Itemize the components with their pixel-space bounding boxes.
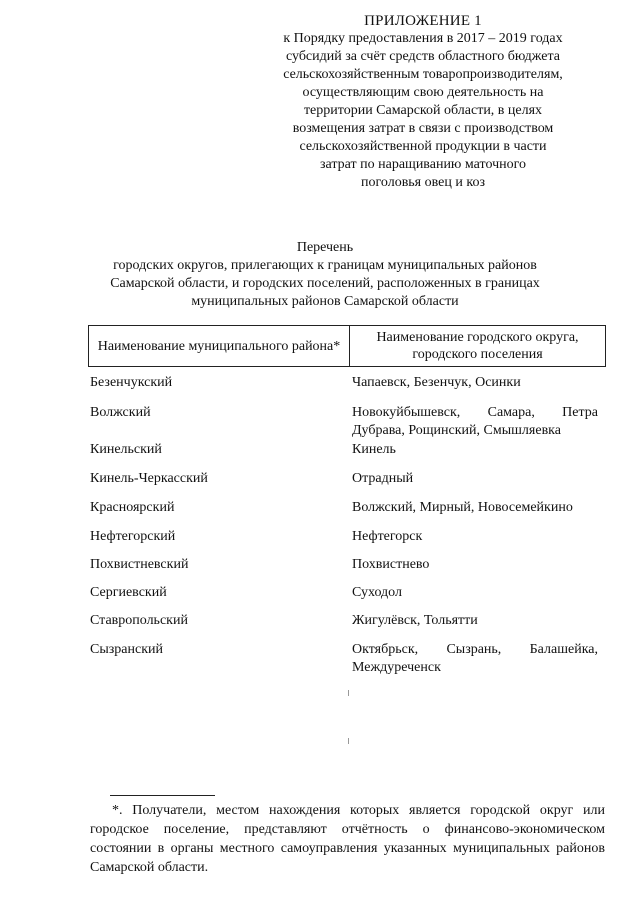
scan-artifact-mark: [348, 690, 349, 696]
district-name: Похвистневский: [90, 557, 189, 572]
city-list: Новокуйбышевск, Самара, Петра Дубрава, Рощинский, Смышляевка: [352, 405, 598, 438]
city-list: Волжский, Мирный, Новосемейкино: [352, 500, 573, 515]
appendix-line: сельскохозяйственной продукции в части: [299, 139, 547, 154]
district-name: Кинель-Черкасский: [90, 471, 208, 486]
city-list: Чапаевск, Безенчук, Осинки: [352, 375, 521, 390]
appendix-line: к Порядку предоставления в 2017 – 2019 годах: [283, 31, 563, 46]
footnote: *. Получатели, местом нахождения которых является городской округ или городское поселение, представляют отчётность о финансово-экономическом состоянии в органы местного самоуправления указанных муниципальных районов Самарской области.: [90, 803, 605, 875]
appendix-block: [258, 12, 588, 192]
appendix-line: сельскохозяйственным товаропроизводителям,: [283, 67, 563, 82]
district-name: Безенчукский: [90, 375, 173, 390]
appendix-title: ПРИЛОЖЕНИЕ 1: [364, 13, 482, 29]
footnote-separator: [110, 795, 215, 796]
district-name: Ставропольский: [90, 613, 188, 628]
appendix-line: возмещения затрат в связи с производством: [292, 121, 554, 136]
table-row: [90, 470, 604, 488]
table-row: [90, 641, 604, 677]
district-name: Сызранский: [90, 642, 163, 657]
district-name: Нефтегорский: [90, 529, 176, 544]
appendix-line: субсидий за счёт средств областного бюджета: [285, 49, 561, 64]
list-subtitle-line: городских округов, прилегающих к границам муниципальных районов: [113, 258, 537, 273]
table-row: [90, 441, 604, 459]
city-list: Жигулёвск, Тольятти: [352, 613, 478, 628]
district-name: Волжский: [90, 405, 151, 420]
list-title: Перечень: [296, 240, 354, 255]
scan-artifact-mark: [348, 738, 349, 744]
appendix-line: территории Самарской области, в целях: [303, 103, 543, 118]
table-header: [88, 325, 606, 367]
district-name: Сергиевский: [90, 585, 167, 600]
table-row: [90, 556, 604, 574]
table-row: [90, 528, 604, 546]
list-subtitle-line: муниципальных районов Самарской области: [191, 294, 459, 309]
city-list: Нефтегорск: [352, 529, 423, 544]
city-list: Октябрьск, Сызрань, Балашейка, Междуреченск: [352, 642, 598, 675]
appendix-line: поголовья овец и коз: [361, 175, 485, 190]
city-list: Суходол: [352, 585, 402, 600]
city-list: Похвистнево: [352, 557, 430, 572]
list-subtitle-line: Самарской области, и городских поселений, расположенных в границах: [110, 276, 540, 291]
district-name: Красноярский: [90, 500, 175, 515]
column-header-cities: Наименование городского округа, городского поселения: [376, 330, 579, 362]
table-row: [90, 584, 604, 602]
table-row: [90, 374, 604, 392]
appendix-line: затрат по наращиванию маточного: [319, 157, 527, 172]
city-list: Кинель: [352, 442, 396, 457]
table-row: [90, 499, 604, 517]
list-heading: [90, 239, 560, 311]
district-name: Кинельский: [90, 442, 162, 457]
city-list: Отрадный: [352, 471, 414, 486]
table-row: [90, 612, 604, 630]
appendix-line: осуществляющим свою деятельность на: [302, 85, 544, 100]
column-header-district: Наименование муниципального района*: [89, 326, 350, 366]
table-row: [90, 404, 604, 440]
